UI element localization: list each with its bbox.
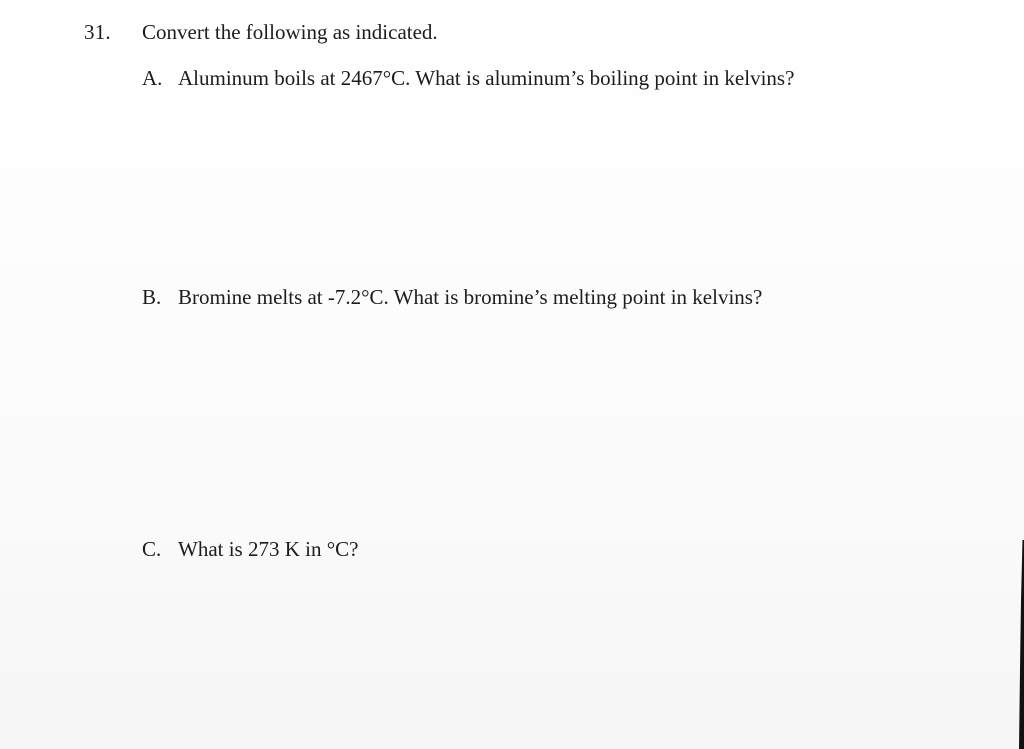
part-b-letter: B. [142,285,162,309]
part-a [142,66,794,91]
question-prompt: Convert the following as indicated. [142,20,438,44]
part-b-text: Bromine melts at -7.2°C. What is bromine’s melting point in kelvins? [178,285,763,309]
part-c-letter: C. [142,537,162,561]
part-c-text: What is 273 K in °C? [178,537,359,561]
scan-edge-shadow [1018,540,1024,749]
part-a-letter: A. [142,66,163,90]
part-c [142,537,358,562]
question-number: 31. [84,20,111,44]
part-b [142,285,762,310]
part-a-text: Aluminum boils at 2467°C. What is aluminum’s boiling point in kelvins? [178,66,795,90]
